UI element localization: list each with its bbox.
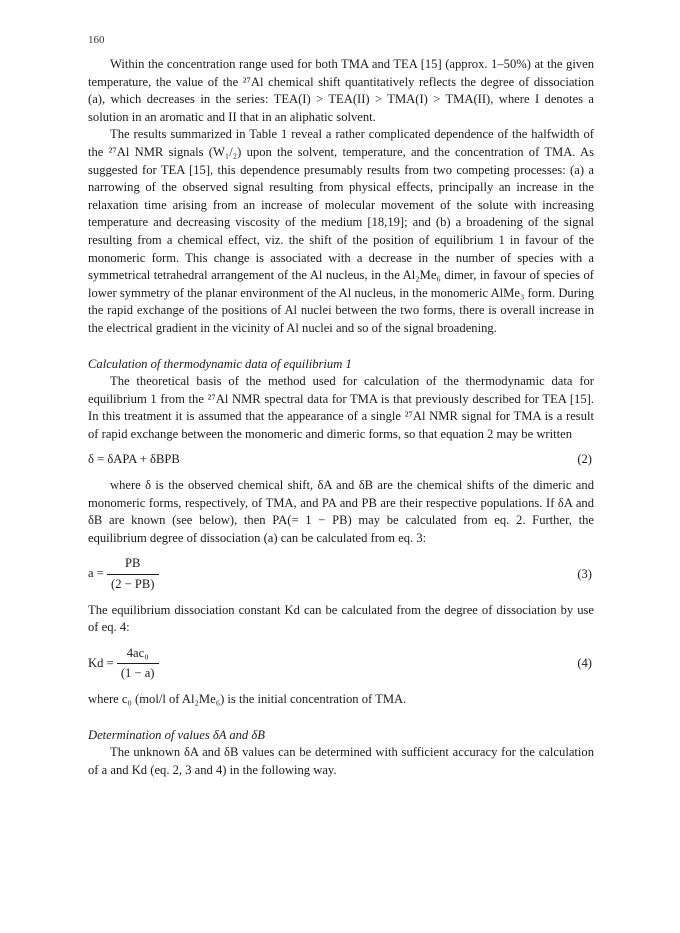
paragraph-initial-concentration: where c₀ (mol/l of Al₂Me₆) is the initial concentration of TMA.: [88, 692, 407, 706]
equation-2-expression: δ = δAPA + δBPB: [88, 452, 180, 467]
section-heading-thermodynamic: Calculation of thermodynamic data of equilibrium 1: [88, 356, 352, 371]
page-number: 160: [88, 34, 105, 46]
equation-4-fraction: [117, 645, 159, 683]
equation-3-lhs: a =: [88, 566, 104, 581]
section-heading-determination: Determination of values δA and δB: [88, 727, 265, 742]
equation-4-lhs: Kd =: [88, 655, 114, 670]
equation-2-number: (2): [577, 452, 592, 467]
equation-3-number: (3): [577, 566, 592, 581]
equation-3-denominator: (2 − PB): [107, 574, 159, 594]
paragraph-chemical-shift-definitions: where δ is the observed chemical shift, δA and δB are the chemical shifts of the dimeric and monomeric forms, respectively, of TMA, and PA and PB are their respective populations. If δA and δB are known (see below), then PA(= 1 − PB) may be calculated from eq. 2. Further, the equilibrium degree of dissociation (a) can be calculated from eq. 3:: [88, 478, 594, 545]
paragraph-dissociation-series: Within the concentration range used for both TMA and TEA [15] (approx. 1–50%) at the given temperature, the value of the ²⁷Al chemical shift quantitatively reflects the degree of dissociation (a), which decreases in the series: TEA(I) > TEA(II) > TMA(I) > TMA(II), where I denotes a solution in an aromatic and II that in an aliphatic solvent.: [88, 57, 594, 124]
article-body: [88, 56, 594, 779]
equation-2: [88, 451, 594, 469]
equation-4-numerator: 4ac₀: [126, 645, 149, 660]
paragraph-halfwidth-dependence: The results summarized in Table 1 reveal a rather complicated dependence of the halfwidth of the ²⁷Al NMR signals (W₁/₂) upon the solvent, temperature, and the concentration of TMA. As suggested for TEA [15], this dependence presumably results from two competing processes: (a) a narrowing of the observed signal resulting from physical effects, principally an increase in the relaxation time arising from an increase of molecular movement of the solute with increasing temperature and decreasing viscosity of the medium [18,19]; and (b) a broadening of the signal resulting from a chemical effect, viz. the shift of the position of equilibrium 1 in favour of the monomeric form. This change is associated with a decrease in the number of species with a symmetrical tetrahedral arrangement of the Al nucleus, in the Al₂Me₆ dimer, in favour of species of lower symmetry of the planar environment of the Al nucleus, in the monomeric AlMe₃ form. During the rapid exchange of the positions of Al nuclei between the two forms, there is overall increase in the electrical gradient in the vicinity of Al nuclei and so of the signal broadening.: [88, 127, 594, 335]
equation-3: [88, 555, 594, 593]
paragraph-dissociation-constant: The equilibrium dissociation constant Kd can be calculated from the degree of dissociation by use of eq. 4:: [88, 602, 594, 635]
equation-4-number: (4): [577, 656, 592, 671]
equation-4: [88, 645, 594, 683]
equation-3-numerator: PB: [125, 556, 141, 571]
equation-3-fraction: [107, 555, 159, 593]
paragraph-theoretical-basis: The theoretical basis of the method used for calculation of the thermodynamic data for equilibrium 1 from the ²⁷Al NMR spectral data for TMA is that previously described for TEA [15]. In this treatment it is assumed that the appearance of a single ²⁷Al NMR signal for TMA is a result of rapid exchange between the monomeric and dimeric forms, so that equation 2 may be written: [88, 374, 594, 441]
paragraph-unknown-values: The unknown δA and δB values can be determined with sufficient accuracy for the calculation of a and Kd (eq. 2, 3 and 4) in the following way.: [88, 745, 594, 777]
equation-4-denominator: (1 − a): [117, 663, 159, 683]
